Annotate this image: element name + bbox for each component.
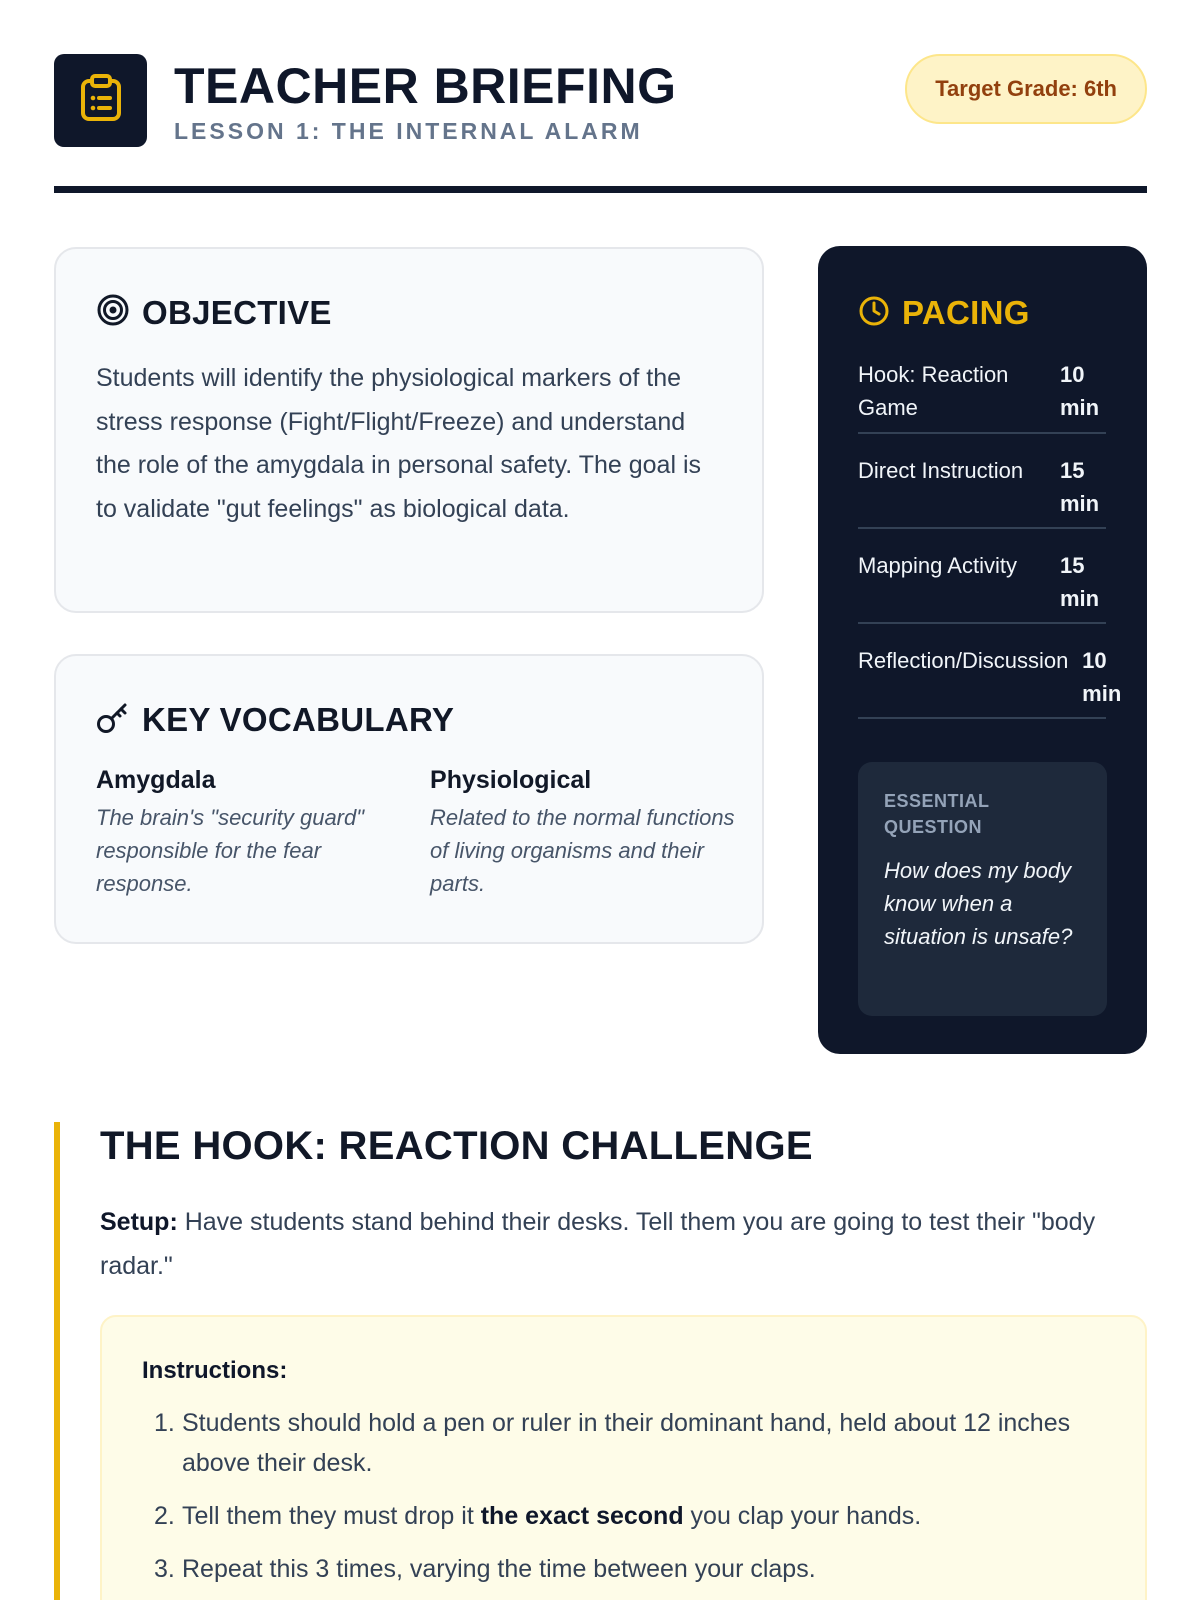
vocab-item-physiological (430, 766, 736, 900)
instructions-title: Instructions: (142, 1357, 288, 1384)
pacing-time: 10 min (1060, 362, 1100, 420)
vocab-item-amygdala (96, 766, 394, 900)
page-title: TEACHER BRIEFING (174, 58, 677, 114)
vocabulary-list (96, 766, 736, 900)
setup-label: Setup: (100, 1208, 178, 1236)
page-header (54, 54, 1147, 146)
pacing-label: Hook: Reaction Game (858, 362, 1009, 420)
setup-text: Have students stand behind their desks. Tell them you are going to test their "body radar." (100, 1208, 1096, 1280)
grade-badge: Target Grade: 6th (905, 54, 1147, 124)
vocabulary-heading: KEY VOCABULARY (142, 700, 455, 738)
pacing-row (858, 358, 1106, 434)
pacing-label: Reflection/Discussion (858, 648, 1069, 673)
header-divider (54, 186, 1147, 193)
pacing-list (858, 358, 1122, 719)
instructions-list (142, 1403, 1105, 1589)
step-number: 1. (154, 1409, 175, 1437)
instructions-box (100, 1315, 1147, 1600)
pacing-header (858, 294, 1030, 332)
hook-setup (100, 1200, 1140, 1288)
step-text (182, 1403, 1105, 1483)
vocab-term: Physiological (430, 766, 592, 794)
instruction-step (142, 1403, 1105, 1483)
pacing-heading: PACING (902, 294, 1030, 331)
clipboard-icon (80, 74, 122, 127)
step-text (182, 1496, 1105, 1536)
logo (54, 54, 147, 147)
vocabulary-card (54, 654, 764, 944)
step-text-part: Students should hold a pen or ruler in their dominant hand, held about 12 inches above their desk. (182, 1409, 1071, 1477)
objective-header (96, 293, 332, 332)
pacing-panel (818, 246, 1147, 1054)
essential-question-label: ESSENTIAL QUESTION (884, 791, 990, 837)
clock-icon (858, 295, 890, 332)
step-text-bold: the exact second (480, 1502, 684, 1530)
pacing-label: Direct Instruction (858, 458, 1024, 483)
objective-card (54, 247, 764, 613)
key-icon (96, 700, 130, 739)
pacing-label: Mapping Activity (858, 553, 1017, 578)
step-text-part: you clap your hands. (683, 1502, 922, 1530)
step-number: 2. (154, 1502, 175, 1530)
essential-question-text: How does my body know when a situation is unsafe? (884, 858, 1073, 949)
step-text-part: Tell them they must drop it (182, 1502, 481, 1530)
target-icon (96, 293, 130, 332)
step-text-part: Repeat this 3 times, varying the time between your claps. (182, 1555, 816, 1583)
essential-question-box (858, 762, 1107, 1016)
pacing-time: 15 min (1060, 458, 1100, 516)
page-subtitle: LESSON 1: THE INTERNAL ALARM (174, 118, 643, 144)
pacing-time: 15 min (1060, 553, 1100, 611)
instruction-step (142, 1496, 1105, 1536)
step-text (182, 1549, 1105, 1589)
vocab-definition: The brain's "security guard" responsible for the fear response. (96, 805, 365, 896)
objective-heading: OBJECTIVE (142, 293, 332, 331)
pacing-time: 10 min (1082, 648, 1122, 706)
vocabulary-header (96, 700, 454, 739)
hook-accent-bar (54, 1122, 60, 1600)
instruction-step (142, 1549, 1105, 1589)
pacing-row (858, 434, 1106, 529)
pacing-row (858, 624, 1122, 719)
objective-text: Students will identify the physiological markers of the stress response (Fight/Flight/Freeze) and understand the role of the amygdala in personal safety. The goal is to validate "gut feelings" as biological data. (96, 364, 701, 523)
pacing-row (858, 529, 1106, 624)
step-number: 3. (154, 1555, 175, 1583)
vocab-term: Amygdala (96, 766, 216, 794)
hook-title: THE HOOK: REACTION CHALLENGE (100, 1124, 813, 1168)
vocab-definition: Related to the normal functions of living organisms and their parts. (430, 805, 735, 896)
